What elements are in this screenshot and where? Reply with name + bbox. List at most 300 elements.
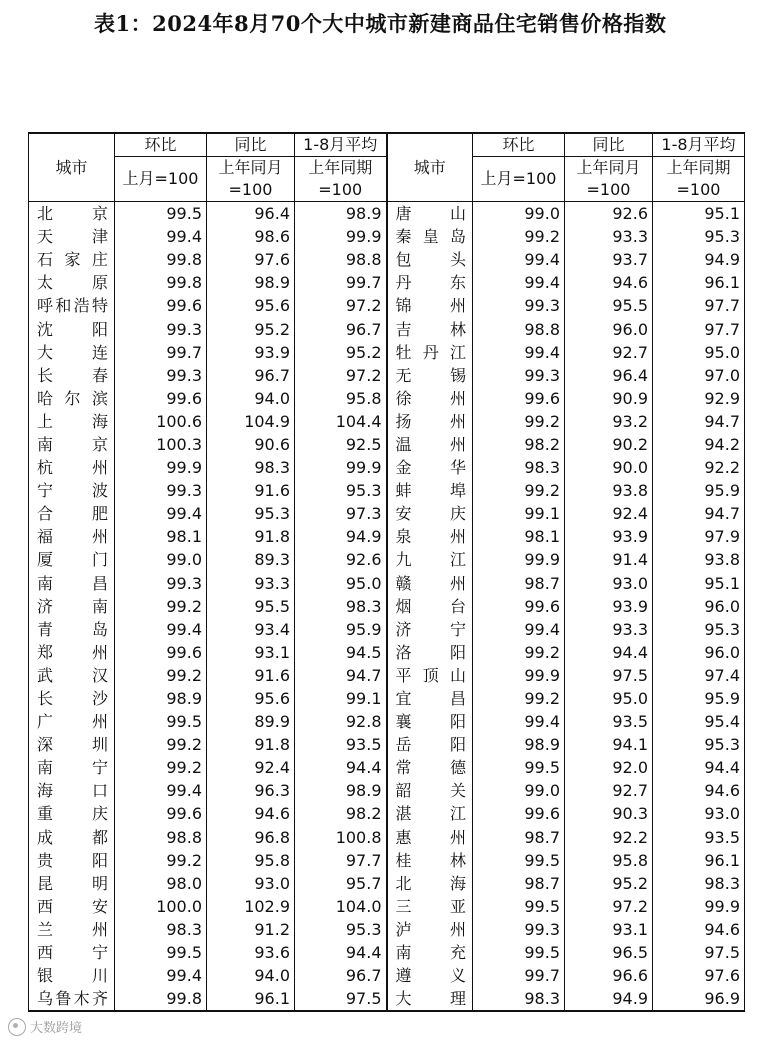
yoy-cell: 94.6 xyxy=(207,802,295,825)
avg-cell: 94.6 xyxy=(653,918,745,941)
mom-cell: 99.9 xyxy=(115,456,207,479)
city-cell: 秦皇岛 xyxy=(387,225,473,248)
mom-cell: 98.7 xyxy=(473,826,565,849)
table-row xyxy=(29,941,745,964)
yoy-cell: 94.9 xyxy=(565,987,653,1011)
city-cell: 哈尔滨 xyxy=(29,387,115,410)
table-row xyxy=(29,572,745,595)
table-row xyxy=(29,548,745,571)
city-header-left: 城市 xyxy=(29,133,115,202)
avg-cell: 95.3 xyxy=(653,733,745,756)
mom-cell: 99.2 xyxy=(115,664,207,687)
avg-cell: 96.0 xyxy=(653,641,745,664)
avg-cell: 92.8 xyxy=(295,710,387,733)
mom-cell: 99.2 xyxy=(473,410,565,433)
avg-base-left-2: =100 xyxy=(295,179,387,202)
avg-cell: 95.9 xyxy=(653,687,745,710)
mom-cell: 98.9 xyxy=(115,687,207,710)
city-cell: 杭州 xyxy=(29,456,115,479)
avg-cell: 97.2 xyxy=(295,364,387,387)
mom-header-left: 环比 xyxy=(115,133,207,157)
city-cell: 岳阳 xyxy=(387,733,473,756)
city-cell: 九江 xyxy=(387,548,473,571)
avg-cell: 92.5 xyxy=(295,433,387,456)
mom-cell: 99.8 xyxy=(115,248,207,271)
mom-cell: 99.2 xyxy=(473,687,565,710)
city-cell: 重庆 xyxy=(29,802,115,825)
mom-cell: 99.5 xyxy=(473,941,565,964)
avg-header-right: 1-8月平均 xyxy=(653,133,745,157)
city-cell: 深圳 xyxy=(29,733,115,756)
yoy-cell: 94.0 xyxy=(207,387,295,410)
avg-cell: 99.9 xyxy=(295,225,387,248)
table-row xyxy=(29,479,745,502)
mom-cell: 99.3 xyxy=(115,317,207,340)
avg-base-left-1: 上年同期 xyxy=(295,157,387,180)
mom-header-right: 环比 xyxy=(473,133,565,157)
mom-base-right: 上月=100 xyxy=(473,157,565,202)
avg-cell: 98.2 xyxy=(295,802,387,825)
table-row xyxy=(29,225,745,248)
city-cell: 成都 xyxy=(29,826,115,849)
yoy-cell: 95.3 xyxy=(207,502,295,525)
yoy-base-left-1: 上年同月 xyxy=(207,157,295,180)
mom-cell: 99.8 xyxy=(115,271,207,294)
mom-cell: 99.7 xyxy=(473,964,565,987)
city-cell: 无锡 xyxy=(387,364,473,387)
city-cell: 西安 xyxy=(29,895,115,918)
avg-cell: 95.0 xyxy=(295,572,387,595)
avg-cell: 92.6 xyxy=(295,548,387,571)
city-cell: 湛江 xyxy=(387,802,473,825)
yoy-cell: 96.5 xyxy=(565,941,653,964)
city-cell: 桂林 xyxy=(387,849,473,872)
yoy-cell: 92.4 xyxy=(207,756,295,779)
mom-cell: 99.3 xyxy=(473,294,565,317)
table-row xyxy=(29,779,745,802)
mom-cell: 99.6 xyxy=(115,641,207,664)
avg-cell: 94.9 xyxy=(653,248,745,271)
avg-cell: 99.9 xyxy=(653,895,745,918)
table-row xyxy=(29,964,745,987)
yoy-cell: 96.4 xyxy=(565,364,653,387)
table-row xyxy=(29,525,745,548)
city-cell: 泉州 xyxy=(387,525,473,548)
avg-cell: 97.4 xyxy=(653,664,745,687)
city-cell: 厦门 xyxy=(29,548,115,571)
mom-cell: 98.8 xyxy=(473,317,565,340)
table-row xyxy=(29,456,745,479)
yoy-cell: 89.3 xyxy=(207,548,295,571)
avg-cell: 95.3 xyxy=(295,918,387,941)
mom-cell: 99.2 xyxy=(473,225,565,248)
yoy-cell: 96.0 xyxy=(565,317,653,340)
yoy-cell: 95.0 xyxy=(565,687,653,710)
watermark-logo-icon xyxy=(8,1018,26,1036)
city-cell: 合肥 xyxy=(29,502,115,525)
mom-cell: 99.3 xyxy=(115,364,207,387)
yoy-cell: 93.0 xyxy=(207,872,295,895)
table-row xyxy=(29,595,745,618)
yoy-cell: 94.4 xyxy=(565,641,653,664)
avg-cell: 95.1 xyxy=(653,202,745,226)
avg-cell: 95.9 xyxy=(295,618,387,641)
avg-cell: 98.3 xyxy=(653,872,745,895)
yoy-cell: 92.6 xyxy=(565,202,653,226)
mom-cell: 100.0 xyxy=(115,895,207,918)
table-row xyxy=(29,918,745,941)
yoy-cell: 96.6 xyxy=(565,964,653,987)
yoy-cell: 92.7 xyxy=(565,779,653,802)
avg-base-right-1: 上年同期 xyxy=(653,157,745,180)
mom-cell: 99.3 xyxy=(115,479,207,502)
city-cell: 海口 xyxy=(29,779,115,802)
avg-cell: 95.2 xyxy=(295,341,387,364)
yoy-cell: 93.3 xyxy=(565,225,653,248)
city-cell: 呼和浩特 xyxy=(29,294,115,317)
mom-cell: 98.7 xyxy=(473,872,565,895)
yoy-cell: 98.9 xyxy=(207,271,295,294)
mom-cell: 98.2 xyxy=(473,433,565,456)
city-cell: 锦州 xyxy=(387,294,473,317)
city-cell: 徐州 xyxy=(387,387,473,410)
yoy-cell: 95.8 xyxy=(207,849,295,872)
city-cell: 赣州 xyxy=(387,572,473,595)
yoy-header-right: 同比 xyxy=(565,133,653,157)
yoy-cell: 94.1 xyxy=(565,733,653,756)
yoy-cell: 95.6 xyxy=(207,294,295,317)
yoy-cell: 96.3 xyxy=(207,779,295,802)
avg-cell: 96.0 xyxy=(653,595,745,618)
yoy-cell: 97.6 xyxy=(207,248,295,271)
yoy-header-left: 同比 xyxy=(207,133,295,157)
mom-cell: 98.7 xyxy=(473,572,565,595)
city-cell: 北京 xyxy=(29,202,115,226)
avg-cell: 94.6 xyxy=(653,779,745,802)
avg-cell: 100.8 xyxy=(295,826,387,849)
yoy-cell: 96.4 xyxy=(207,202,295,226)
yoy-cell: 95.2 xyxy=(207,317,295,340)
page-title: 表1：2024年8月70个大中城市新建商品住宅销售价格指数 xyxy=(94,11,667,36)
watermark-text: 大数跨境 xyxy=(30,1021,83,1036)
avg-cell: 95.3 xyxy=(653,618,745,641)
mom-cell: 99.4 xyxy=(473,248,565,271)
city-cell: 上海 xyxy=(29,410,115,433)
city-cell: 南充 xyxy=(387,941,473,964)
city-cell: 广州 xyxy=(29,710,115,733)
yoy-cell: 97.2 xyxy=(565,895,653,918)
city-cell: 洛阳 xyxy=(387,641,473,664)
avg-cell: 104.4 xyxy=(295,410,387,433)
mom-cell: 99.6 xyxy=(473,387,565,410)
avg-cell: 97.7 xyxy=(653,317,745,340)
city-cell: 郑州 xyxy=(29,641,115,664)
table-row xyxy=(29,641,745,664)
avg-cell: 94.7 xyxy=(295,664,387,687)
table-row xyxy=(29,294,745,317)
yoy-cell: 93.1 xyxy=(565,918,653,941)
mom-cell: 99.5 xyxy=(115,202,207,226)
avg-cell: 94.4 xyxy=(653,756,745,779)
city-cell: 青岛 xyxy=(29,618,115,641)
table-body xyxy=(29,202,745,1012)
city-cell: 唐山 xyxy=(387,202,473,226)
yoy-cell: 91.2 xyxy=(207,918,295,941)
city-cell: 金华 xyxy=(387,456,473,479)
city-cell: 福州 xyxy=(29,525,115,548)
city-cell: 贵阳 xyxy=(29,849,115,872)
mom-cell: 99.4 xyxy=(473,341,565,364)
mom-cell: 100.6 xyxy=(115,410,207,433)
mom-cell: 99.0 xyxy=(473,202,565,226)
mom-cell: 98.8 xyxy=(115,826,207,849)
yoy-cell: 93.3 xyxy=(207,572,295,595)
avg-cell: 97.5 xyxy=(295,987,387,1011)
city-cell: 襄阳 xyxy=(387,710,473,733)
yoy-base-right-2: =100 xyxy=(565,179,653,202)
mom-cell: 98.3 xyxy=(473,987,565,1011)
city-cell: 包头 xyxy=(387,248,473,271)
city-cell: 扬州 xyxy=(387,410,473,433)
avg-cell: 93.0 xyxy=(653,802,745,825)
yoy-cell: 93.1 xyxy=(207,641,295,664)
mom-cell: 99.4 xyxy=(473,710,565,733)
city-cell: 南京 xyxy=(29,433,115,456)
avg-cell: 96.7 xyxy=(295,317,387,340)
table-row xyxy=(29,433,745,456)
city-cell: 温州 xyxy=(387,433,473,456)
city-cell: 蚌埠 xyxy=(387,479,473,502)
mom-cell: 99.8 xyxy=(115,987,207,1011)
mom-cell: 99.9 xyxy=(473,548,565,571)
avg-cell: 96.1 xyxy=(653,271,745,294)
mom-cell: 99.9 xyxy=(473,664,565,687)
city-cell: 三亚 xyxy=(387,895,473,918)
mom-cell: 98.3 xyxy=(473,456,565,479)
city-cell: 韶关 xyxy=(387,779,473,802)
yoy-cell: 95.8 xyxy=(565,849,653,872)
yoy-cell: 93.2 xyxy=(565,410,653,433)
city-cell: 北海 xyxy=(387,872,473,895)
avg-cell: 94.4 xyxy=(295,756,387,779)
avg-cell: 95.8 xyxy=(295,387,387,410)
avg-cell: 94.7 xyxy=(653,502,745,525)
yoy-cell: 98.3 xyxy=(207,456,295,479)
city-cell: 兰州 xyxy=(29,918,115,941)
mom-cell: 99.2 xyxy=(473,641,565,664)
mom-cell: 99.4 xyxy=(115,225,207,248)
yoy-cell: 91.4 xyxy=(565,548,653,571)
avg-cell: 99.1 xyxy=(295,687,387,710)
mom-cell: 99.5 xyxy=(473,849,565,872)
avg-cell: 96.9 xyxy=(653,987,745,1011)
yoy-cell: 89.9 xyxy=(207,710,295,733)
avg-cell: 94.9 xyxy=(295,525,387,548)
city-cell: 惠州 xyxy=(387,826,473,849)
avg-cell: 95.3 xyxy=(295,479,387,502)
table-row xyxy=(29,756,745,779)
yoy-base-right-1: 上年同月 xyxy=(565,157,653,180)
mom-cell: 99.3 xyxy=(115,572,207,595)
yoy-cell: 93.3 xyxy=(565,618,653,641)
avg-cell: 97.6 xyxy=(653,964,745,987)
city-cell: 宁波 xyxy=(29,479,115,502)
yoy-cell: 93.0 xyxy=(565,572,653,595)
avg-cell: 97.5 xyxy=(653,941,745,964)
avg-cell: 95.4 xyxy=(653,710,745,733)
yoy-cell: 90.6 xyxy=(207,433,295,456)
table-row xyxy=(29,502,745,525)
city-header-right: 城市 xyxy=(387,133,473,202)
avg-cell: 98.9 xyxy=(295,779,387,802)
mom-cell: 99.5 xyxy=(115,710,207,733)
city-cell: 银川 xyxy=(29,964,115,987)
yoy-cell: 91.8 xyxy=(207,733,295,756)
yoy-cell: 93.4 xyxy=(207,618,295,641)
yoy-cell: 90.0 xyxy=(565,456,653,479)
avg-cell: 98.8 xyxy=(295,248,387,271)
mom-cell: 98.9 xyxy=(473,733,565,756)
table-row xyxy=(29,687,745,710)
table-row xyxy=(29,364,745,387)
mom-cell: 99.2 xyxy=(115,849,207,872)
mom-cell: 98.0 xyxy=(115,872,207,895)
price-index-table xyxy=(28,132,745,1012)
avg-cell: 98.9 xyxy=(295,202,387,226)
yoy-cell: 96.7 xyxy=(207,364,295,387)
yoy-cell: 93.9 xyxy=(565,525,653,548)
avg-cell: 99.7 xyxy=(295,271,387,294)
avg-cell: 97.9 xyxy=(653,525,745,548)
city-cell: 吉林 xyxy=(387,317,473,340)
city-cell: 长春 xyxy=(29,364,115,387)
city-cell: 宜昌 xyxy=(387,687,473,710)
city-cell: 长沙 xyxy=(29,687,115,710)
yoy-cell: 93.6 xyxy=(207,941,295,964)
city-cell: 西宁 xyxy=(29,941,115,964)
avg-base-right-2: =100 xyxy=(653,179,745,202)
yoy-cell: 91.8 xyxy=(207,525,295,548)
avg-cell: 97.0 xyxy=(653,364,745,387)
avg-cell: 94.4 xyxy=(295,941,387,964)
yoy-cell: 92.4 xyxy=(565,502,653,525)
yoy-cell: 90.9 xyxy=(565,387,653,410)
city-cell: 泸州 xyxy=(387,918,473,941)
mom-cell: 99.6 xyxy=(115,387,207,410)
mom-cell: 100.3 xyxy=(115,433,207,456)
yoy-cell: 92.2 xyxy=(565,826,653,849)
city-cell: 南昌 xyxy=(29,572,115,595)
mom-cell: 98.1 xyxy=(115,525,207,548)
city-cell: 平顶山 xyxy=(387,664,473,687)
yoy-cell: 92.7 xyxy=(565,341,653,364)
table-row xyxy=(29,202,745,226)
avg-cell: 95.7 xyxy=(295,872,387,895)
avg-cell: 97.7 xyxy=(653,294,745,317)
yoy-cell: 93.7 xyxy=(565,248,653,271)
mom-cell: 99.4 xyxy=(115,964,207,987)
avg-cell: 94.7 xyxy=(653,410,745,433)
yoy-cell: 93.8 xyxy=(565,479,653,502)
avg-cell: 104.0 xyxy=(295,895,387,918)
yoy-cell: 90.2 xyxy=(565,433,653,456)
table-row xyxy=(29,849,745,872)
city-cell: 丹东 xyxy=(387,271,473,294)
yoy-cell: 90.3 xyxy=(565,802,653,825)
city-cell: 天津 xyxy=(29,225,115,248)
city-cell: 遵义 xyxy=(387,964,473,987)
mom-cell: 99.7 xyxy=(115,341,207,364)
yoy-cell: 98.6 xyxy=(207,225,295,248)
table-row xyxy=(29,710,745,733)
mom-cell: 99.4 xyxy=(115,779,207,802)
yoy-cell: 96.1 xyxy=(207,987,295,1011)
table-row xyxy=(29,317,745,340)
table-row xyxy=(29,410,745,433)
mom-cell: 99.0 xyxy=(115,548,207,571)
mom-cell: 99.2 xyxy=(115,756,207,779)
yoy-cell: 93.9 xyxy=(207,341,295,364)
mom-cell: 99.3 xyxy=(473,364,565,387)
mom-cell: 99.3 xyxy=(473,918,565,941)
yoy-cell: 95.5 xyxy=(565,294,653,317)
avg-cell: 98.3 xyxy=(295,595,387,618)
yoy-cell: 97.5 xyxy=(565,664,653,687)
yoy-cell: 102.9 xyxy=(207,895,295,918)
avg-cell: 94.5 xyxy=(295,641,387,664)
mom-cell: 99.4 xyxy=(115,618,207,641)
city-cell: 沈阳 xyxy=(29,317,115,340)
yoy-cell: 92.0 xyxy=(565,756,653,779)
mom-base-left: 上月=100 xyxy=(115,157,207,202)
yoy-cell: 94.6 xyxy=(565,271,653,294)
table-row xyxy=(29,271,745,294)
yoy-cell: 95.6 xyxy=(207,687,295,710)
yoy-cell: 104.9 xyxy=(207,410,295,433)
table-row xyxy=(29,387,745,410)
city-cell: 石家庄 xyxy=(29,248,115,271)
mom-cell: 99.5 xyxy=(115,941,207,964)
table-row xyxy=(29,826,745,849)
mom-cell: 98.1 xyxy=(473,525,565,548)
city-cell: 大连 xyxy=(29,341,115,364)
yoy-cell: 91.6 xyxy=(207,479,295,502)
yoy-cell: 93.9 xyxy=(565,595,653,618)
table-row xyxy=(29,987,745,1011)
yoy-cell: 95.5 xyxy=(207,595,295,618)
city-cell: 武汉 xyxy=(29,664,115,687)
mom-cell: 99.4 xyxy=(473,618,565,641)
avg-cell: 95.3 xyxy=(653,225,745,248)
city-cell: 大理 xyxy=(387,987,473,1011)
mom-cell: 99.5 xyxy=(473,895,565,918)
city-cell: 太原 xyxy=(29,271,115,294)
city-cell: 南宁 xyxy=(29,756,115,779)
table-row xyxy=(29,895,745,918)
avg-cell: 93.5 xyxy=(295,733,387,756)
yoy-cell: 94.0 xyxy=(207,964,295,987)
mom-cell: 99.4 xyxy=(115,502,207,525)
table-row xyxy=(29,733,745,756)
mom-cell: 99.0 xyxy=(473,779,565,802)
avg-cell: 93.5 xyxy=(653,826,745,849)
yoy-base-left-2: =100 xyxy=(207,179,295,202)
city-cell: 牡丹江 xyxy=(387,341,473,364)
mom-cell: 99.2 xyxy=(473,479,565,502)
avg-cell: 96.1 xyxy=(653,849,745,872)
avg-cell: 95.9 xyxy=(653,479,745,502)
mom-cell: 99.6 xyxy=(473,595,565,618)
